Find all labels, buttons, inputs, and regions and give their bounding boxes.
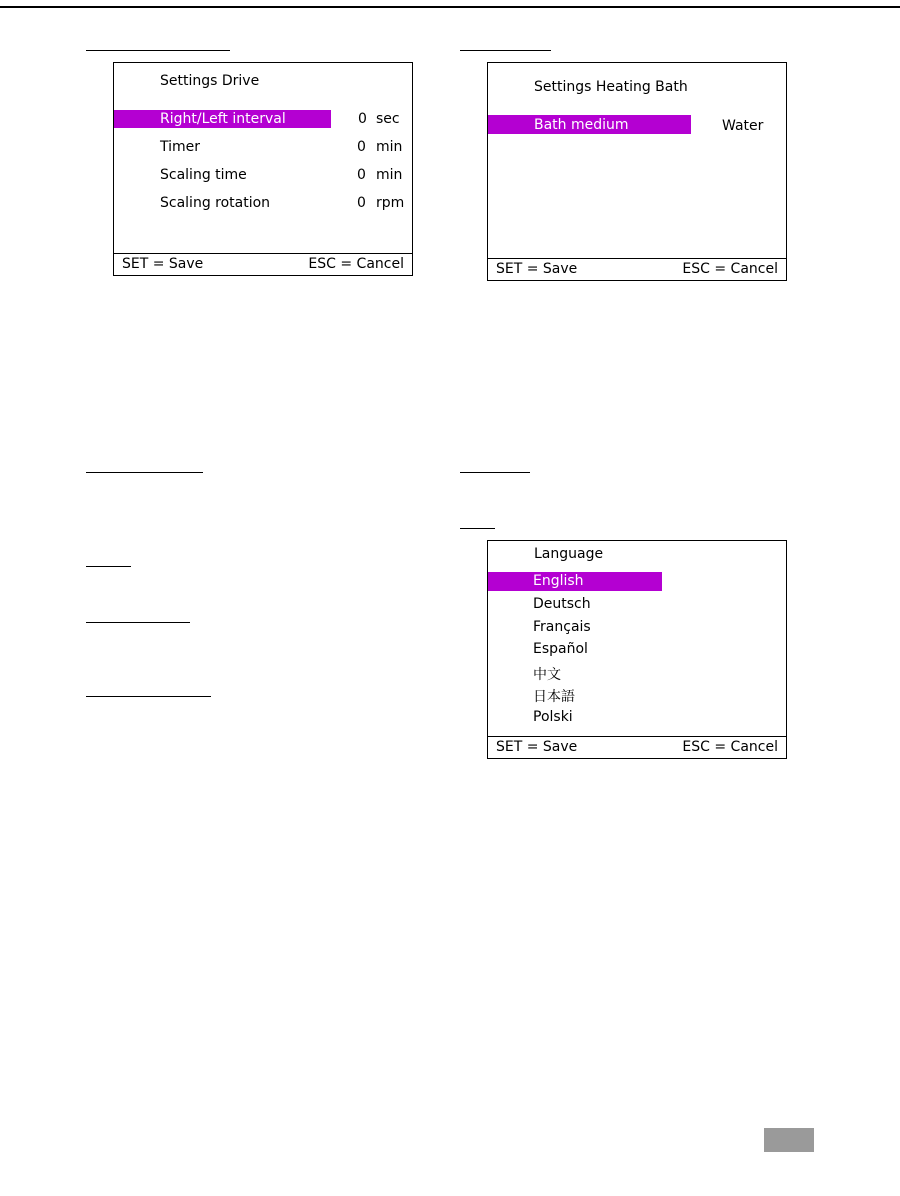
row-unit-scaling-time: min [376,167,403,183]
heading-rule-bath [460,50,551,51]
panel-footer [488,736,786,758]
row-label-scaling-time[interactable]: Scaling time [160,167,247,183]
set-save-hint: SET = Save [122,256,204,272]
heading-rule-left-2 [86,566,131,567]
heading-rule-right-2 [460,528,495,529]
esc-cancel-hint: ESC = Cancel [308,256,404,272]
set-save-hint: SET = Save [496,739,578,755]
row-label-timer[interactable]: Timer [160,139,201,155]
heading-rule-drive [86,50,230,51]
settings-drive-panel [113,62,413,276]
language-option-japanese[interactable]: 日本語 [533,689,575,705]
row-value-scaling-rotation: 0 [357,195,366,211]
row-label-scaling-rotation[interactable]: Scaling rotation [160,195,271,211]
heading-rule-left-3 [86,622,190,623]
row-label-bath-medium[interactable]: Bath medium [534,117,629,133]
row-value-right-left-interval: 0 [358,111,367,127]
row-unit-timer: min [376,139,403,155]
row-unit-scaling-rotation: rpm [376,195,405,211]
panel-title: Settings Heating Bath [534,79,688,95]
language-option-francais[interactable]: Français [533,619,591,635]
page-number-tab [764,1128,814,1152]
esc-cancel-hint: ESC = Cancel [682,739,778,755]
heading-rule-right-1 [460,472,530,473]
panel-footer [114,253,412,275]
row-value-scaling-time: 0 [357,167,366,183]
page-top-rule [0,6,900,8]
language-option-espanol[interactable]: Español [533,641,588,657]
language-option-chinese[interactable]: 中文 [533,667,561,683]
language-option-polski[interactable]: Polski [533,709,573,725]
heading-rule-left-4 [86,696,211,697]
row-value-timer: 0 [357,139,366,155]
panel-title: Language [534,546,604,562]
row-value-bath-medium: Water [722,118,764,134]
panel-footer [488,258,786,280]
set-save-hint: SET = Save [496,261,578,277]
heading-rule-left-1 [86,472,203,473]
panel-title: Settings Drive [160,73,260,89]
row-unit-right-left-interval: sec [376,111,400,127]
language-option-english[interactable]: English [533,573,584,589]
row-label-right-left-interval[interactable]: Right/Left interval [160,111,286,127]
esc-cancel-hint: ESC = Cancel [682,261,778,277]
language-option-deutsch[interactable]: Deutsch [533,596,591,612]
language-panel [487,540,787,759]
settings-heating-bath-panel [487,62,787,281]
